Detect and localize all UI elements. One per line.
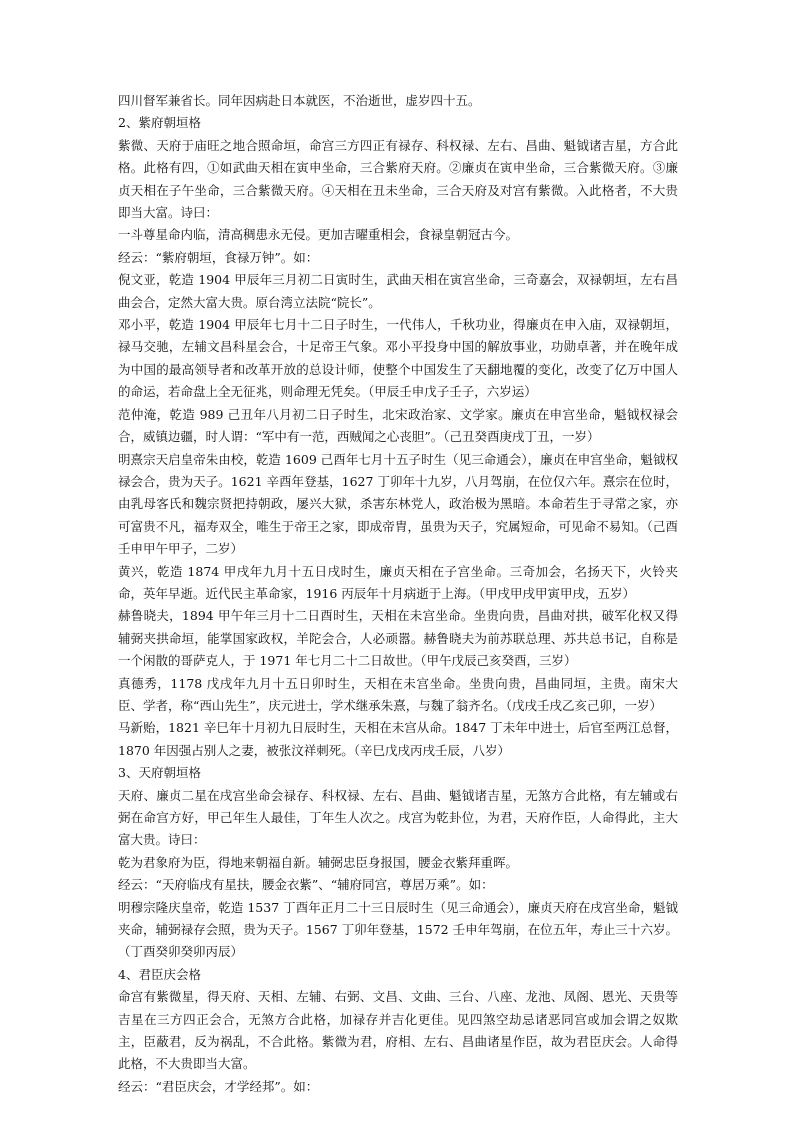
paragraph-junchen-definition: 命宫有紫微星，得天府、天相、左辅、右弼、文昌、文曲、三台、八座、龙池、凤阁、恩光、天贵等吉星在三方四正会合，无煞方合此格，加禄存并吉化更佳。见四煞空劫忌诸恶同宫或加会谓之奴欺主，臣蔽君，反为祸乱，不合此格。紫微为君，府相、左右、昌曲诸星作臣，故为君臣庆会。人命得此格，不大贵即当大富。 <box>118 989 678 1072</box>
scripture-quote-zifu: 经云：“紫府朝垣，食禄万钟”。如： <box>118 249 319 265</box>
example-paragraph: 邓小平，乾造 1904 甲辰年七月十二日子时生，一代伟人，千秋功业，得廉贞在申入庙，双禄朝垣，禄马交驰，左辅文昌科星会合，十足帝王气象。邓小平投身中国的解放事业，功勋卓著，并在晚年成为中国的最高领导者和改革开放的总设计师，使整个中国发生了天翻地覆的变化，改变了亿万中国人的命运，若命盘上全无征兆，则命理无凭矣。（甲辰壬申戊子壬子，六岁运） <box>118 317 678 400</box>
poem-zifu: 一斗尊星命内临，清高稠患永无侵。更加吉曜重相会，食禄皇朝冠古今。 <box>118 227 519 243</box>
document-page <box>118 90 678 1098</box>
example-paragraph: 倪文亚，乾造 1904 甲辰年三月初二日寅时生，武曲天相在寅宫坐命，三奇嘉会，双禄朝垣，左右昌曲会合，定然大富大贵。原台湾立法院“院长”。 <box>118 272 678 310</box>
scripture-quote-junchen: 经云：“君臣庆会，才学经邦”。如： <box>118 1078 319 1094</box>
paragraph-zifu-definition: 紫微、天府于庙旺之地合照命垣，命宫三方四正有禄存、科权禄、左右、昌曲、魁钺诸吉星，方合此格。此格有四，①如武曲天相在寅申坐命，三合紫府天府。②廉贞在寅申坐命，三合紫微天府。③廉贞天相在子午坐命，三合紫微天府。④天相在丑未坐命，三合天府及对宫有紫微。入此格者，不大贵即当大富。诗曰： <box>118 137 678 221</box>
example-paragraph: 明熹宗天启皇帝朱由校，乾造 1609 己酉年七月十五子时生（见三命通会），廉贞在申宫坐命，魁钺权禄会合，贵为天子。1621 辛酉年登基，1627 丁卯年十九岁，八月驾崩，在位仅六年。熹宗在位时，由乳母客氏和魏宗贤把持朝政，屡兴大狱，杀害东林党人，政治极为黑暗。本命若生于寻常之家，亦可富贵不凡，福寿双全，唯生于帝王之家，即成帝胄，虽贵为天子，究属短命，可见命不易知。（己酉壬申甲午甲子，二岁） <box>118 451 678 557</box>
example-paragraph: 真德秀，1178 戊戌年九月十五日卯时生，天相在未宫坐命。坐贵向贵，昌曲同垣，主贵。南宋大臣、学者，称“西山先生”，庆元进士，学术继承朱熹，与魏了翁齐名。（戊戌壬戌乙亥己卯，一岁） <box>118 675 678 713</box>
section-heading-junchen-qinghui: 4、君臣庆会格 <box>118 966 201 982</box>
paragraph-tianfu-definition: 天府、廉贞二星在戌宫坐命会禄存、科权禄、左右、昌曲、魁钺诸吉星，无煞方合此格，有左辅或右弼在命宫方好，甲己年生人最佳，丁年生人次之。戌宫为乾卦位，为君，天府作臣，人命得此，主大富大贵。诗曰： <box>118 787 678 848</box>
example-paragraph: 赫鲁晓夫，1894 甲午年三月十二日酉时生，天相在未宫坐命。坐贵向贵，昌曲对拱，破军化权又得辅弼夹拱命垣，能掌国家政权，羊陀会合，人必顽嚣。赫鲁晓夫为前苏联总理、苏共总书记，自称是一个闲散的哥萨克人，于 1971 年七月二十二日故世。（甲午戊辰己亥癸酉，三岁） <box>118 608 678 669</box>
example-paragraph: 范仲淹，乾造 989 己丑年八月初二日子时生，北宋政治家、文学家。廉贞在申宫坐命，魁钺权禄会合，威镇边疆，时人谓：“军中有一范，西贼闻之心丧胆”。（己丑癸酉庚戌丁丑，一岁） <box>118 406 678 445</box>
poem-tianfu: 乾为君象府为臣，得地来朝福自新。辅弼忠臣身报国，腰金衣紫拜重晖。 <box>118 854 519 870</box>
example-paragraph: 明穆宗隆庆皇帝，乾造 1537 丁酉年正月二十三日辰时生（见三命通会），廉贞天府在戌宫坐命，魁钺夹命，辅弼禄存会照，贵为天子。1567 丁卯年登基，1572 壬申年驾崩，在位五年，寿止三十六岁。（丁酉癸卯癸卯丙辰） <box>118 899 678 960</box>
example-paragraph: 马新贻，1821 辛巳年十月初九日辰时生，天相在未宫从命。1847 丁未年中进士，后官至两江总督，1870 年因强占别人之妻，被张汶祥刺死。（辛巳戊戌丙戌壬辰，八岁） <box>118 720 678 758</box>
section-heading-zifu-chaoyuan: 2、紫府朝垣格 <box>118 115 201 131</box>
paragraph-continuation: 四川督军兼省长。同年因病赴日本就医，不治逝世，虚岁四十五。 <box>118 93 481 108</box>
scripture-quote-tianfu: 经云：“天府临戌有星扶，腰金衣紫”、“辅府同宫，尊居万乘”。如： <box>118 877 494 893</box>
section-heading-tianfu-chaoyuan: 3、天府朝垣格 <box>118 765 201 781</box>
example-paragraph: 黄兴，乾造 1874 甲戌年九月十五日戌时生，廉贞天相在子宫坐命。三奇加会，名扬天下，火铃夹命，英年早逝。近代民主革命家，1916 丙辰年十月病逝于上海。（甲戌甲戌甲寅甲戌，五岁） <box>118 563 678 601</box>
